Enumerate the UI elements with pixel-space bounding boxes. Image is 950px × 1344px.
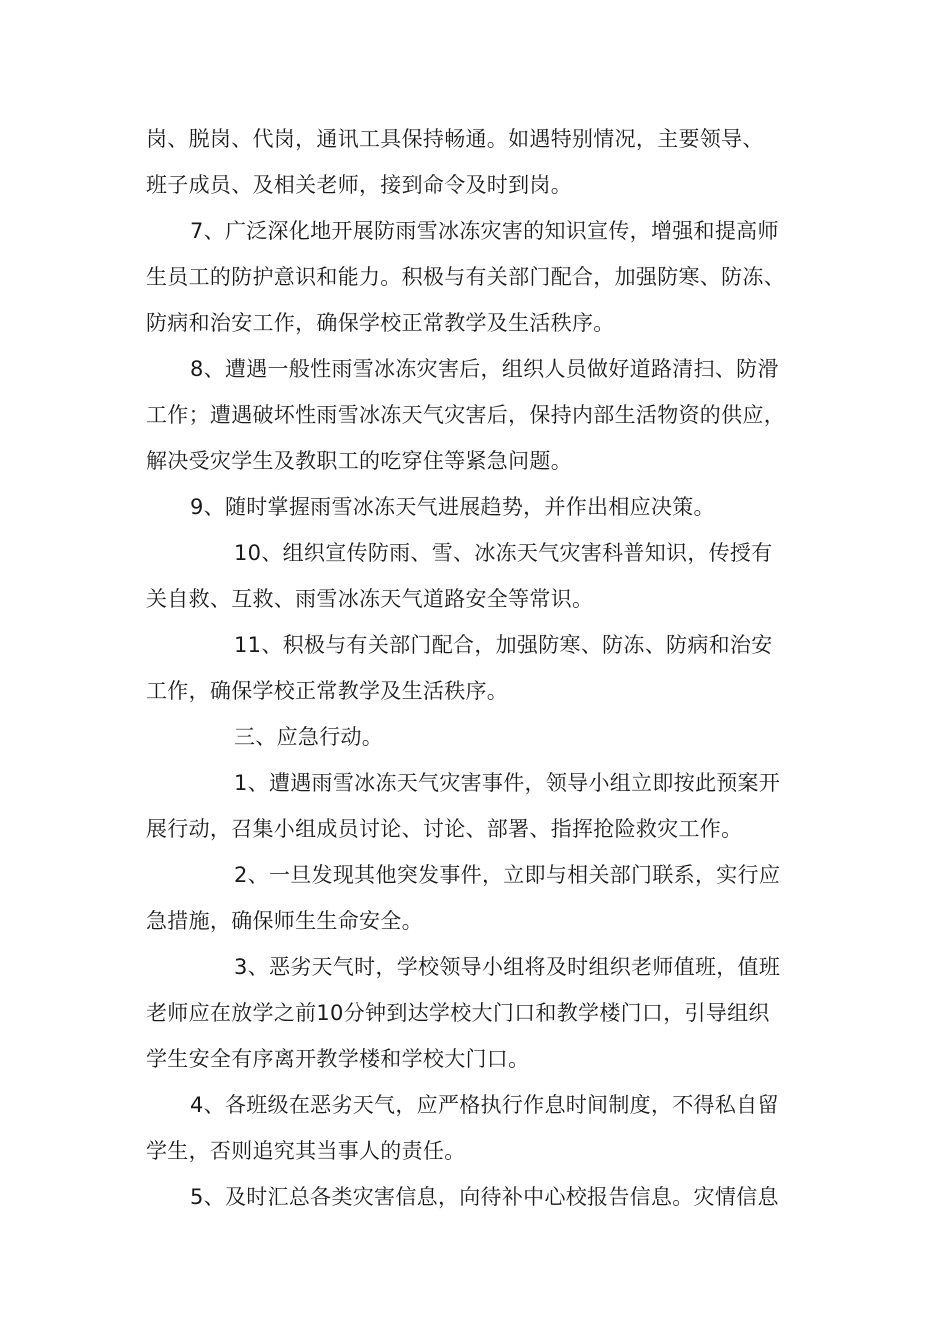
text-line: 7、广泛深化地开展防雨雪冰冻灾害的知识宣传，增强和提高师 — [190, 219, 779, 243]
text-line: 工作；遭遇破坏性雨雪冰冻天气灾害后，保持内部生活物资的供应， — [146, 403, 785, 427]
text-line: 9、随时掌握雨雪冰冻天气进展趋势，并作出相应决策。 — [190, 495, 715, 519]
text-line: 学生，否则追究其当事人的责任。 — [146, 1139, 466, 1163]
text-line: 关自救、互救、雨雪冰冻天气道路安全等常识。 — [146, 587, 594, 611]
text-line: 老师应在放学之前10分钟到达学校大门口和教学楼门口，引导组织 — [146, 1001, 770, 1025]
text-line: 8、遭遇一般性雨雪冰冻灾害后，组织人员做好道路清扫、防滑 — [190, 357, 779, 381]
text-line: 展行动，召集小组成员讨论、讨论、部署、指挥抢险救灾工作。 — [146, 817, 743, 841]
text-line: 工作，确保学校正常教学及生活秩序。 — [146, 679, 509, 703]
text-line: 3、恶劣天气时，学校领导小组将及时组织老师值班，值班 — [234, 955, 781, 979]
section-heading: 三、应急行动。 — [234, 725, 384, 749]
text-line: 急措施，确保师生生命安全。 — [146, 909, 423, 933]
text-line: 2、一旦发现其他突发事件，立即与相关部门联系，实行应 — [234, 863, 781, 887]
text-line: 10、组织宣传防雨、雪、冰冻天气灾害科普知识，传授有 — [234, 541, 773, 565]
text-line: 11、积极与有关部门配合，加强防寒、防冻、防病和治安 — [234, 633, 773, 657]
text-line: 生员工的防护意识和能力。积极与有关部门配合，加强防寒、防冻、 — [146, 265, 785, 289]
text-line: 学生安全有序离开教学楼和学校大门口。 — [146, 1047, 530, 1071]
text-line: 岗、脱岗、代岗，通讯工具保持畅通。如遇特别情况，主要领导、 — [146, 127, 764, 151]
text-line: 1、遭遇雨雪冰冻天气灾害事件，领导小组立即按此预案开 — [234, 771, 781, 795]
text-line: 4、各班级在恶劣天气，应严格执行作息时间制度，不得私自留 — [190, 1093, 779, 1117]
text-line: 防病和治安工作，确保学校正常教学及生活秩序。 — [146, 311, 615, 335]
text-line: 解决受灾学生及教职工的吃穿住等紧急问题。 — [146, 449, 572, 473]
text-line: 班子成员、及相关老师，接到命令及时到岗。 — [146, 173, 572, 197]
text-line: 5、及时汇总各类灾害信息，向待补中心校报告信息。灾情信息 — [190, 1185, 779, 1209]
